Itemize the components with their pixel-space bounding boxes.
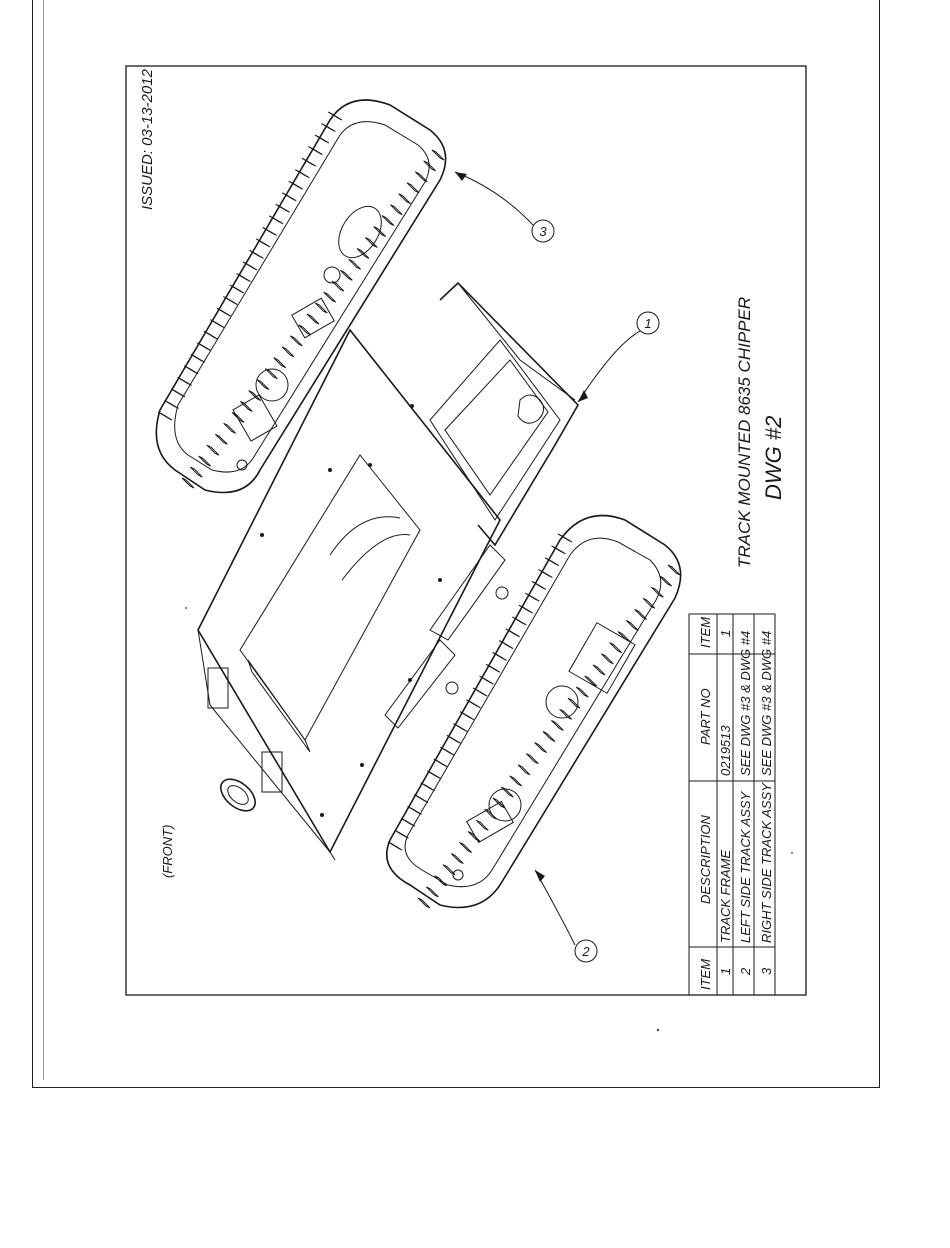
track-tread xyxy=(340,270,352,280)
table-header-part-no: PART NO xyxy=(698,688,713,745)
row-1-qty: 1 xyxy=(718,629,733,637)
track-tread xyxy=(460,712,474,720)
track-tread xyxy=(357,248,369,258)
track-tread xyxy=(324,292,336,302)
track-tread xyxy=(407,183,419,193)
track-tread xyxy=(660,576,672,586)
track-tread xyxy=(257,380,269,390)
track-tread xyxy=(204,331,218,339)
track-tread xyxy=(473,688,487,696)
table-header-description: DESCRIPTION xyxy=(698,815,713,904)
callout-3-label: 3 xyxy=(539,224,547,239)
track-tread xyxy=(240,401,252,411)
track-tread xyxy=(382,216,394,226)
track-tread xyxy=(501,787,513,797)
track-tread xyxy=(651,587,663,597)
drawing-number: DWG #2 xyxy=(761,415,786,500)
track-tread xyxy=(171,389,185,397)
track-tread xyxy=(197,343,211,351)
track-tread xyxy=(451,854,463,864)
row-2-description: LEFT SIDE TRACK ASSY xyxy=(738,791,753,943)
track-treads-2 xyxy=(388,534,680,908)
row-1-part-no: 0219513 xyxy=(718,725,733,776)
track-tread xyxy=(418,898,430,908)
track-tread xyxy=(190,467,202,477)
callout-1-label: 1 xyxy=(644,316,652,331)
track-tread xyxy=(414,795,428,803)
track-tread xyxy=(466,700,480,708)
track-tread xyxy=(635,609,647,619)
front-label: (FRONT) xyxy=(160,824,175,878)
track-tread xyxy=(390,205,402,215)
track-tread xyxy=(440,747,454,755)
track-tread xyxy=(224,423,236,433)
track-tread xyxy=(593,665,605,675)
row-1-item: 1 xyxy=(718,967,733,975)
track-tread xyxy=(158,412,172,420)
track-tread xyxy=(510,776,522,786)
track-tread xyxy=(315,303,327,313)
track-tread xyxy=(307,314,319,324)
row-2-part-no: SEE DWG #3 & DWG #4 xyxy=(738,630,753,776)
track-tread xyxy=(191,354,205,362)
track-tread xyxy=(399,194,411,204)
track-tread xyxy=(184,366,198,374)
track-tread xyxy=(365,237,377,247)
track-tread xyxy=(274,358,286,368)
track-tread xyxy=(199,456,211,466)
table-header-item: ITEM xyxy=(698,958,713,990)
row-3-item: 3 xyxy=(759,967,774,975)
row-2-item: 2 xyxy=(738,967,753,975)
callout-2-label: 2 xyxy=(582,944,590,959)
track-tread xyxy=(408,806,422,814)
scan-speck xyxy=(657,1029,659,1031)
track-tread xyxy=(610,643,622,653)
track-tread xyxy=(432,150,444,160)
row-3-part-no: SEE DWG #3 & DWG #4 xyxy=(759,630,774,776)
track-tread xyxy=(349,259,361,269)
track-tread xyxy=(165,400,179,408)
track-tread xyxy=(232,412,244,422)
track-tread xyxy=(668,565,680,575)
track-tread xyxy=(453,724,467,732)
left-side-track-assembly xyxy=(387,516,681,909)
track-tread xyxy=(215,434,227,444)
table-header-item-qty: ITEM xyxy=(698,616,713,648)
row-1-description: TRACK FRAME xyxy=(718,849,733,943)
track-tread xyxy=(551,720,563,730)
track-tread xyxy=(543,732,555,742)
track-tread xyxy=(207,445,219,455)
track-tread xyxy=(460,843,472,853)
track-tread xyxy=(447,735,461,743)
track-tread xyxy=(217,308,231,316)
row-3-description: RIGHT SIDE TRACK ASSY xyxy=(759,783,774,943)
track-tread xyxy=(395,830,409,838)
track-tread xyxy=(468,831,480,841)
track-tread xyxy=(290,336,302,346)
callout-1 xyxy=(578,312,659,402)
track-tread xyxy=(626,621,638,631)
right-side-track-assembly xyxy=(156,100,445,493)
track-tread xyxy=(223,297,237,305)
track-tread xyxy=(434,759,448,767)
track-tread xyxy=(518,765,530,775)
scan-speck xyxy=(185,607,187,609)
track-tread xyxy=(618,632,630,642)
track-tread xyxy=(643,598,655,608)
track-tread xyxy=(576,687,588,697)
track-tread xyxy=(535,743,547,753)
track-frame xyxy=(198,283,578,860)
track-tread xyxy=(415,172,427,182)
track-tread xyxy=(426,887,438,897)
scan-speck xyxy=(791,852,793,854)
track-tread xyxy=(388,842,402,850)
track-tread xyxy=(476,820,488,830)
drawing-title: TRACK MOUNTED 8635 CHIPPER xyxy=(735,296,754,568)
track-tread xyxy=(210,320,224,328)
callout-2 xyxy=(535,870,597,962)
track-tread xyxy=(178,377,192,385)
track-tread xyxy=(601,654,613,664)
track-tread xyxy=(282,347,294,357)
track-tread xyxy=(480,676,494,684)
parts-table xyxy=(689,614,775,995)
track-tread xyxy=(427,771,441,779)
callout-3 xyxy=(455,172,554,242)
track-tread xyxy=(526,754,538,764)
track-tread xyxy=(401,818,415,826)
issued-date: ISSUED: 03-13-2012 xyxy=(139,69,156,210)
track-tread xyxy=(230,285,244,293)
track-tread xyxy=(421,783,435,791)
